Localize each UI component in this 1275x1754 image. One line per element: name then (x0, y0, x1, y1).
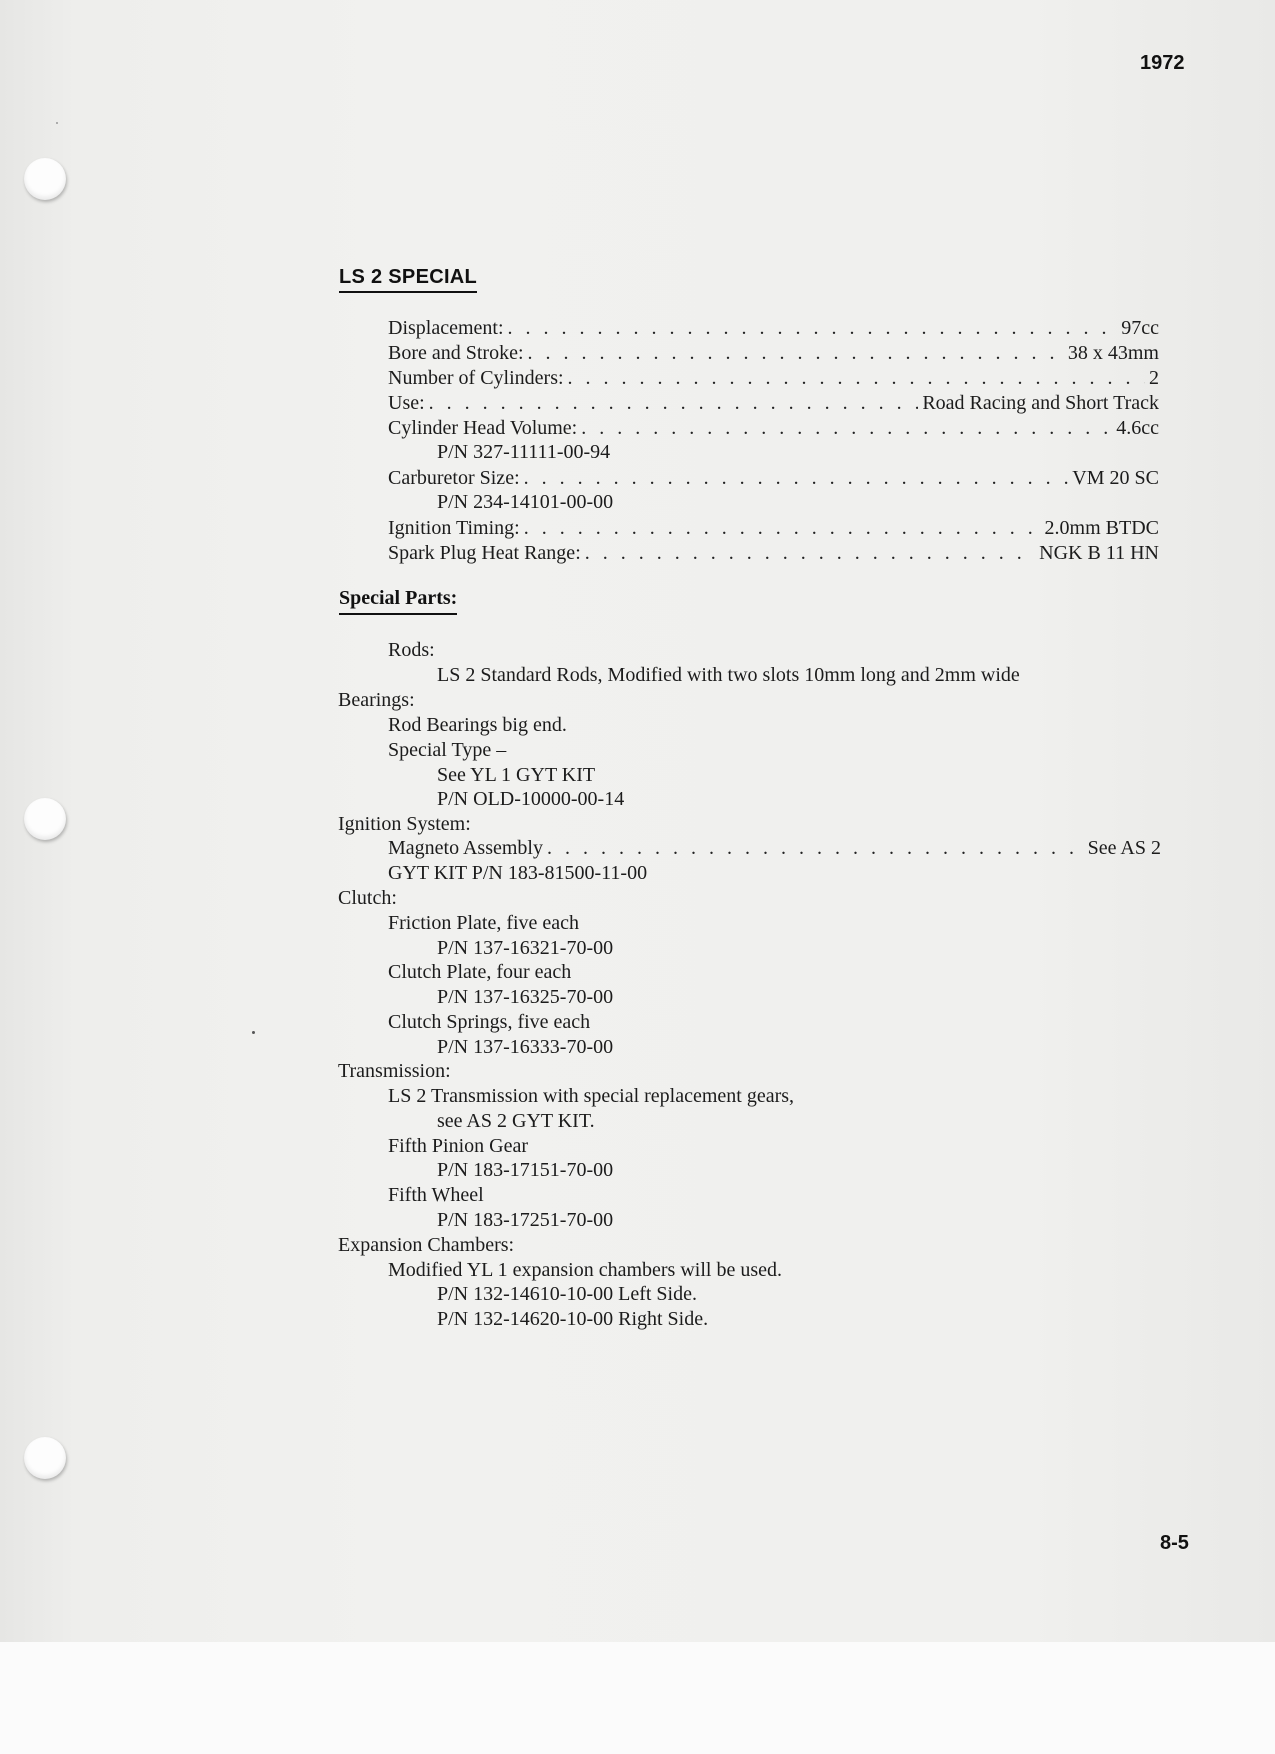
part-number-right: P/N 132-14620-10-00 Right Side. (437, 1308, 709, 1330)
dot-leader (508, 317, 1118, 340)
scan-speck (56, 122, 58, 124)
spec-row-spark-plug (388, 542, 1159, 567)
transmission-item: Fifth Pinion Gear (388, 1135, 528, 1157)
spec-value: 38 x 43mm (1067, 342, 1159, 364)
part-number: P/N 183-17151-70-00 (437, 1159, 614, 1181)
spec-value: 2 (1149, 367, 1159, 389)
clutch-item: Clutch Springs, five each (388, 1011, 591, 1033)
spec-row-head-volume (388, 417, 1159, 442)
spec-value: NGK B 11 HN (1039, 542, 1159, 564)
spec-label: Displacement: (388, 317, 504, 339)
dot-leader (547, 837, 1084, 860)
transmission-description: LS 2 Transmission with special replacement gears, (388, 1085, 795, 1107)
part-number-left: P/N 132-14610-10-00 Left Side. (437, 1283, 697, 1305)
spec-label: Cylinder Head Volume: (388, 417, 578, 439)
spec-row-bore-stroke (388, 342, 1159, 367)
ignition-system-label: Ignition System: (338, 813, 471, 835)
part-number: P/N 327-11111-00-94 (437, 441, 611, 463)
spec-value: Road Racing and Short Track (922, 392, 1159, 414)
clutch-item: Friction Plate, five each (388, 912, 580, 934)
transmission-label: Transmission: (338, 1060, 451, 1082)
bearings-special-type: Special Type – (388, 739, 507, 761)
spec-label: Bore and Stroke: (388, 342, 524, 364)
part-number: P/N 137-16325-70-00 (437, 986, 614, 1008)
spec-label: Number of Cylinders: (388, 367, 564, 389)
rods-detail: LS 2 Standard Rods, Modified with two slots 10mm long and 2mm wide (437, 664, 1020, 686)
spec-value: VM 20 SC (1072, 467, 1159, 489)
spec-row-use (388, 392, 1159, 417)
spec-row-cylinders (388, 367, 1159, 392)
gyt-kit-part-number: GYT KIT P/N 183-81500-11-00 (388, 862, 648, 884)
spec-value: 97cc (1121, 317, 1159, 339)
clutch-item: Clutch Plate, four each (388, 961, 572, 983)
spec-value: 4.6cc (1116, 417, 1159, 439)
part-number: P/N 234-14101-00-00 (437, 491, 614, 513)
magneto-value: See AS 2 (1087, 837, 1161, 859)
transmission-item: Fifth Wheel (388, 1184, 484, 1206)
part-number: P/N 137-16321-70-00 (437, 937, 614, 959)
bearings-item: Rod Bearings big end. (388, 714, 567, 736)
expansion-chambers-label: Expansion Chambers: (338, 1234, 515, 1256)
page-year: 1972 (1140, 52, 1185, 74)
transmission-see: see AS 2 GYT KIT. (437, 1110, 595, 1132)
spec-value: 2.0mm BTDC (1044, 517, 1159, 539)
section-title: LS 2 SPECIAL (339, 266, 477, 293)
spec-label: Spark Plug Heat Range: (388, 542, 581, 564)
dot-leader (585, 542, 1035, 565)
binder-hole (24, 158, 66, 200)
page-number: 8-5 (1160, 1532, 1189, 1554)
scan-speck (252, 1031, 255, 1034)
magneto-label: Magneto Assembly (388, 837, 543, 859)
spec-label: Ignition Timing: (388, 517, 520, 539)
dot-leader (528, 342, 1064, 365)
magneto-row (388, 837, 1161, 862)
dot-leader (568, 367, 1145, 390)
dot-leader (429, 392, 919, 415)
dot-leader (524, 517, 1041, 540)
special-parts-heading: Special Parts: (339, 587, 457, 615)
bearings-see: See YL 1 GYT KIT (437, 764, 596, 786)
part-number: P/N OLD-10000-00-14 (437, 788, 625, 810)
spec-label: Carburetor Size: (388, 467, 520, 489)
spec-row-carburetor (388, 467, 1159, 492)
part-number: P/N 183-17251-70-00 (437, 1209, 614, 1231)
binder-hole (24, 1437, 66, 1479)
scan-margin (0, 1642, 1275, 1754)
binder-hole (24, 798, 66, 840)
spec-row-displacement (388, 317, 1159, 342)
bearings-label: Bearings: (338, 689, 415, 711)
part-number: P/N 137-16333-70-00 (437, 1036, 614, 1058)
dot-leader (581, 417, 1112, 440)
clutch-label: Clutch: (338, 887, 397, 909)
expansion-chambers-description: Modified YL 1 expansion chambers will be used. (388, 1259, 782, 1281)
spec-row-ignition-timing (388, 517, 1159, 542)
dot-leader (524, 467, 1069, 490)
rods-label: Rods: (388, 639, 435, 661)
spec-label: Use: (388, 392, 425, 414)
